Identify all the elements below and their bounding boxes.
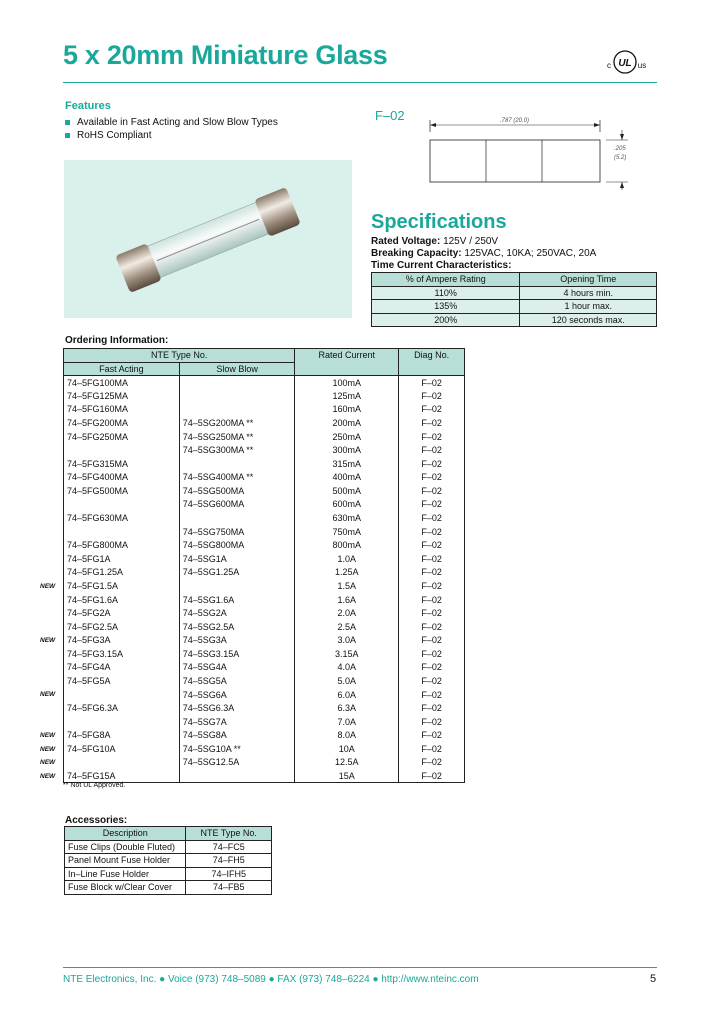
cell-diag: F–02 — [399, 403, 465, 417]
table-row — [64, 443, 465, 457]
cell-current: 315mA — [295, 457, 399, 471]
cell-slow: 74–5SG1A — [179, 552, 295, 566]
new-badge — [40, 675, 62, 689]
cell-slow — [179, 403, 295, 417]
cell-fast: 74–5FG15A — [64, 769, 180, 783]
table-row: In–Line Fuse Holder 74–IFH5 — [65, 867, 272, 881]
cell-current: 600mA — [295, 498, 399, 512]
new-badge — [40, 376, 62, 390]
table-row — [64, 471, 465, 485]
cell-diag: F–02 — [399, 647, 465, 661]
diameter-dimension-text: .205 — [614, 146, 626, 152]
new-badge: NEW — [40, 745, 56, 753]
cell-diag: F–02 — [399, 715, 465, 729]
new-badge: NEW — [40, 732, 56, 740]
features-heading: Features — [65, 100, 111, 112]
cell-diag: F–02 — [399, 742, 465, 756]
table-row — [64, 661, 465, 675]
cell-diag: F–02 — [399, 511, 465, 525]
new-badge — [40, 715, 62, 729]
glass-fuse-image — [64, 160, 352, 318]
table-row — [64, 389, 465, 403]
new-badge — [40, 702, 62, 716]
cell-diag: F–02 — [399, 498, 465, 512]
new-markers — [40, 376, 62, 783]
cell-slow: 74–5SG12.5A — [179, 756, 295, 770]
cell-fast: 74–5FG4A — [64, 661, 180, 675]
diameter-dimension-mm-text: (5.2) — [614, 155, 627, 161]
acc-header-description: Description — [65, 827, 186, 841]
new-badge — [40, 661, 62, 675]
breaking-capacity-line: Breaking Capacity: 125VAC, 10KA; 250VAC, 20A — [371, 248, 597, 259]
table-row: 200% 120 seconds max. — [372, 313, 657, 327]
table-row — [64, 769, 465, 783]
table-row — [64, 525, 465, 539]
tcc-label: Time Current Characteristics: — [371, 260, 512, 271]
new-badge — [40, 620, 62, 634]
cell-slow: 74–5SG8A — [179, 729, 295, 743]
cell-current: 6.3A — [295, 701, 399, 715]
footnote: ** Not UL Approved. — [63, 782, 126, 789]
table-row — [64, 552, 465, 566]
specifications-lines — [371, 236, 596, 272]
cell-slow: 74–5SG3.15A — [179, 647, 295, 661]
cell-current: 630mA — [295, 511, 399, 525]
cell-current: 8.0A — [295, 729, 399, 743]
cell-current: 3.0A — [295, 633, 399, 647]
table-row — [64, 403, 465, 417]
table-row — [64, 742, 465, 756]
table-row — [64, 715, 465, 729]
table-row: 135% 1 hour max. — [372, 300, 657, 314]
new-badge — [40, 471, 62, 485]
cell-fast — [64, 688, 180, 702]
new-badge: NEW — [40, 772, 56, 780]
cell-fast — [64, 498, 180, 512]
rated-voltage-line: Rated Voltage: 125V / 250V — [371, 236, 499, 247]
new-badge — [40, 648, 62, 662]
cell-diag: F–02 — [399, 389, 465, 403]
cell-slow: 74–5SG600MA — [179, 498, 295, 512]
cell-fast: 74–5FG6.3A — [64, 701, 180, 715]
table-row — [64, 511, 465, 525]
table-row: 110% 4 hours min. — [372, 286, 657, 300]
new-badge — [40, 539, 62, 553]
tcc-header-rating: % of Ampere Rating — [372, 273, 520, 287]
table-row — [64, 729, 465, 743]
cell-slow: 74–5SG500MA — [179, 484, 295, 498]
cell-fast: 74–5FG2.5A — [64, 620, 180, 634]
cell-slow — [179, 457, 295, 471]
cell-slow: 74–5SG6A — [179, 688, 295, 702]
table-row — [64, 376, 465, 390]
cell-slow: 74–5SG10A ** — [179, 742, 295, 756]
features-list — [65, 116, 278, 142]
table-row — [64, 606, 465, 620]
cell-fast: 74–5FG10A — [64, 742, 180, 756]
new-badge — [40, 444, 62, 458]
cell-current: 250mA — [295, 430, 399, 444]
cell-current: 125mA — [295, 389, 399, 403]
cell-slow: 74–5SG1.6A — [179, 593, 295, 607]
figure-label: F–02 — [375, 108, 405, 123]
cell-diag: F–02 — [399, 674, 465, 688]
new-badge — [40, 566, 62, 580]
cell-slow: 74–5SG5A — [179, 674, 295, 688]
cell-slow — [179, 389, 295, 403]
cell-slow — [179, 511, 295, 525]
cell-slow — [179, 376, 295, 390]
cell-current: 5.0A — [295, 674, 399, 688]
table-row: Fuse Block w/Clear Cover 74–FB5 — [65, 881, 272, 895]
cell-diag: F–02 — [399, 376, 465, 390]
table-row — [64, 579, 465, 593]
cell-diag: F–02 — [399, 661, 465, 675]
cell-diag: F–02 — [399, 701, 465, 715]
cell-current: 6.0A — [295, 688, 399, 702]
table-row — [64, 416, 465, 430]
cell-slow: 74–5SG4A — [179, 661, 295, 675]
table-row — [64, 457, 465, 471]
table-row — [64, 701, 465, 715]
cell-current: 800mA — [295, 538, 399, 552]
new-badge — [40, 512, 62, 526]
cell-fast: 74–5FG8A — [64, 729, 180, 743]
cell-fast — [64, 715, 180, 729]
cell-current: 160mA — [295, 403, 399, 417]
cell-diag: F–02 — [399, 756, 465, 770]
ordering-table — [63, 348, 465, 783]
table-row — [64, 593, 465, 607]
table-row — [64, 633, 465, 647]
cell-fast: 74–5FG3.15A — [64, 647, 180, 661]
cell-slow: 74–5SG750MA — [179, 525, 295, 539]
cell-fast: 74–5FG1.25A — [64, 566, 180, 580]
cell-current: 1.25A — [295, 566, 399, 580]
cert-us-text: us — [637, 61, 647, 70]
cell-current: 12.5A — [295, 756, 399, 770]
cell-slow: 74–5SG400MA ** — [179, 471, 295, 485]
tcc-header-time: Opening Time — [520, 273, 657, 287]
cell-fast — [64, 443, 180, 457]
accessories-heading: Accessories: — [65, 815, 128, 826]
cell-fast: 74–5FG315MA — [64, 457, 180, 471]
cell-diag: F–02 — [399, 552, 465, 566]
cell-diag: F–02 — [399, 416, 465, 430]
cell-diag: F–02 — [399, 688, 465, 702]
cell-current: 15A — [295, 769, 399, 783]
footer-rule — [63, 967, 657, 968]
table-row — [64, 484, 465, 498]
cell-current: 750mA — [295, 525, 399, 539]
table-row — [64, 498, 465, 512]
cell-fast: 74–5FG500MA — [64, 484, 180, 498]
bullet-icon — [65, 133, 70, 138]
table-row — [64, 566, 465, 580]
header-nte-type: NTE Type No. — [64, 349, 295, 363]
new-badge — [40, 525, 62, 539]
cell-diag: F–02 — [399, 566, 465, 580]
cell-fast: 74–5FG400MA — [64, 471, 180, 485]
table-row — [64, 756, 465, 770]
specifications-title: Specifications — [371, 211, 507, 233]
cell-current: 3.15A — [295, 647, 399, 661]
cell-diag: F–02 — [399, 729, 465, 743]
cell-slow: 74–5SG800MA — [179, 538, 295, 552]
cell-current: 4.0A — [295, 661, 399, 675]
new-badge — [40, 457, 62, 471]
acc-header-type: NTE Type No. — [186, 827, 272, 841]
cert-c-text: c — [607, 61, 611, 70]
cell-slow: 74–5SG3A — [179, 633, 295, 647]
cell-fast: 74–5FG5A — [64, 674, 180, 688]
table-row: Panel Mount Fuse Holder 74–FH5 — [65, 854, 272, 868]
cell-diag: F–02 — [399, 538, 465, 552]
header-rated-current: Rated Current — [295, 349, 399, 376]
page-title: 5 x 20mm Miniature Glass — [63, 40, 388, 70]
header-slow-blow: Slow Blow — [179, 362, 295, 376]
cell-slow: 74–5SG250MA ** — [179, 430, 295, 444]
cell-fast: 74–5FG3A — [64, 633, 180, 647]
cell-slow — [179, 769, 295, 783]
cell-diag: F–02 — [399, 430, 465, 444]
new-badge: NEW — [40, 759, 56, 767]
cell-fast: 74–5FG630MA — [64, 511, 180, 525]
table-row — [64, 647, 465, 661]
header-fast-acting: Fast Acting — [64, 362, 180, 376]
cell-fast: 74–5FG160MA — [64, 403, 180, 417]
cell-fast — [64, 525, 180, 539]
footer-contact: NTE Electronics, Inc. ● Voice (973) 748–5089 ● FAX (973) 748–6224 ● http://www.nteinc.com — [63, 974, 479, 985]
new-badge — [40, 417, 62, 431]
new-badge: NEW — [40, 636, 56, 644]
cell-diag: F–02 — [399, 769, 465, 783]
cell-fast: 74–5FG200MA — [64, 416, 180, 430]
table-row — [64, 674, 465, 688]
length-dimension-text: .787 (20.0) — [500, 118, 530, 124]
cell-current: 200mA — [295, 416, 399, 430]
title-rule — [63, 82, 657, 83]
cert-ul-text: UL — [618, 58, 632, 69]
cell-fast: 74–5FG2A — [64, 606, 180, 620]
bullet-icon — [65, 120, 70, 125]
cell-diag: F–02 — [399, 457, 465, 471]
time-current-table — [371, 272, 657, 327]
cell-slow — [179, 579, 295, 593]
cell-diag: F–02 — [399, 579, 465, 593]
new-badge: NEW — [40, 691, 56, 699]
cell-current: 2.0A — [295, 606, 399, 620]
cell-slow: 74–5SG6.3A — [179, 701, 295, 715]
fuse-photo — [64, 160, 352, 318]
cell-current: 7.0A — [295, 715, 399, 729]
ul-certification-icon — [603, 48, 647, 76]
cell-current: 2.5A — [295, 620, 399, 634]
table-row — [64, 688, 465, 702]
cell-current: 1.5A — [295, 579, 399, 593]
cell-slow: 74–5SG1.25A — [179, 566, 295, 580]
cell-fast: 74–5FG250MA — [64, 430, 180, 444]
cell-diag: F–02 — [399, 471, 465, 485]
cell-diag: F–02 — [399, 525, 465, 539]
cell-slow: 74–5SG7A — [179, 715, 295, 729]
table-row — [64, 538, 465, 552]
cell-diag: F–02 — [399, 484, 465, 498]
cell-fast: 74–5FG1.6A — [64, 593, 180, 607]
cell-slow: 74–5SG2.5A — [179, 620, 295, 634]
cell-current: 100mA — [295, 376, 399, 390]
table-row — [64, 620, 465, 634]
cell-slow: 74–5SG300MA ** — [179, 443, 295, 457]
cell-current: 300mA — [295, 443, 399, 457]
cell-diag: F–02 — [399, 593, 465, 607]
cell-current: 10A — [295, 742, 399, 756]
cell-fast: 74–5FG100MA — [64, 376, 180, 390]
cell-current: 1.0A — [295, 552, 399, 566]
new-badge — [40, 430, 62, 444]
cell-current: 400mA — [295, 471, 399, 485]
cell-fast — [64, 756, 180, 770]
feature-item: Available in Fast Acting and Slow Blow Types — [65, 116, 278, 129]
page-number: 5 — [650, 973, 657, 985]
table-row: Fuse Clips (Double Fluted) 74–FC5 — [65, 840, 272, 854]
cell-diag: F–02 — [399, 606, 465, 620]
new-badge — [40, 403, 62, 417]
cell-slow: 74–5SG2A — [179, 606, 295, 620]
cell-current: 1.6A — [295, 593, 399, 607]
accessories-table — [64, 826, 272, 895]
new-badge — [40, 607, 62, 621]
fuse-dimension-drawing — [420, 112, 640, 192]
header-diag-no: Diag No. — [399, 349, 465, 376]
new-badge: NEW — [40, 582, 56, 590]
cell-fast: 74–5FG1A — [64, 552, 180, 566]
cell-fast: 74–5FG125MA — [64, 389, 180, 403]
cell-fast: 74–5FG800MA — [64, 538, 180, 552]
new-badge — [40, 485, 62, 499]
cell-diag: F–02 — [399, 443, 465, 457]
ordering-heading: Ordering Information: — [65, 335, 169, 346]
new-badge — [40, 390, 62, 404]
cell-current: 500mA — [295, 484, 399, 498]
new-badge — [40, 498, 62, 512]
table-row — [64, 430, 465, 444]
cell-diag: F–02 — [399, 620, 465, 634]
cell-fast: 74–5FG1.5A — [64, 579, 180, 593]
new-badge — [40, 593, 62, 607]
new-badge — [40, 553, 62, 567]
cell-slow: 74–5SG200MA ** — [179, 416, 295, 430]
feature-item: RoHS Compliant — [65, 129, 278, 142]
cell-diag: F–02 — [399, 633, 465, 647]
